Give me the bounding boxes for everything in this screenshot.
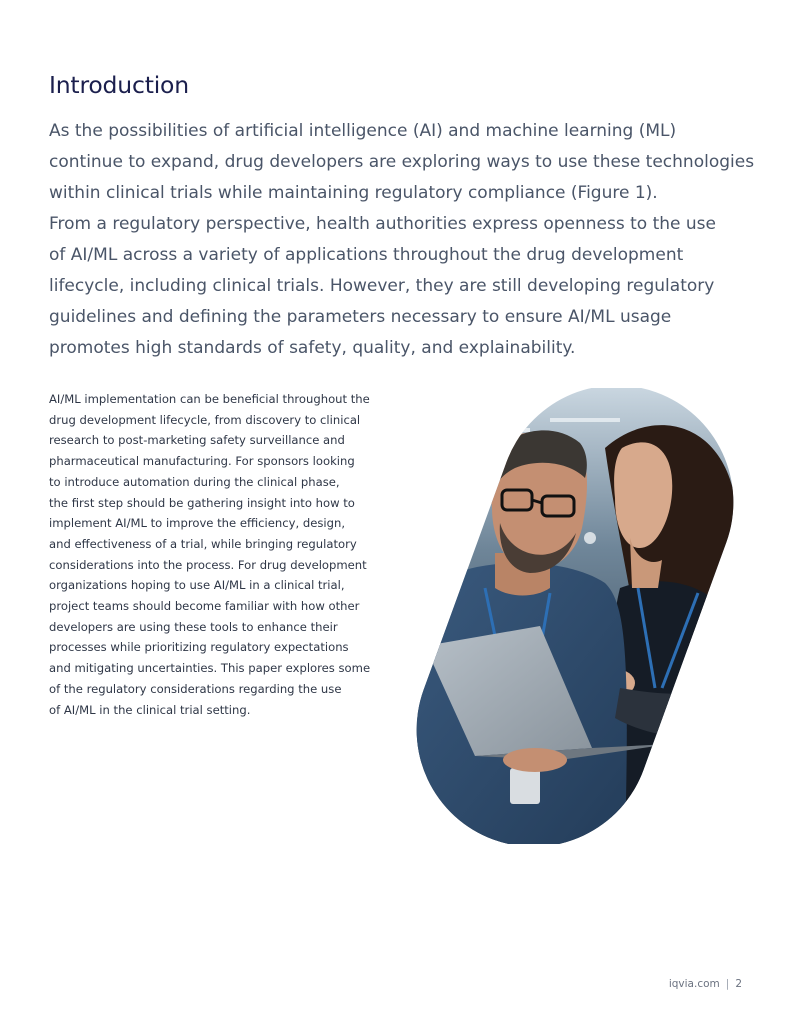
lead-line: promotes high standards of safety, quality, and explainability. — [49, 338, 576, 358]
lead-line: lifecycle, including clinical trials. However, they are still developing regulatory — [49, 276, 715, 296]
body-line: of the regulatory considerations regarding the use — [49, 681, 342, 696]
lead-line: within clinical trials while maintaining regulatory compliance (Figure 1). — [49, 183, 658, 203]
lead-line: guidelines and defining the parameters necessary to ensure AI/ML usage — [49, 307, 672, 327]
body-line: project teams should become familiar with how other — [49, 599, 360, 614]
lead-line: of AI/ML across a variety of applications throughout the drug development — [49, 245, 684, 265]
body-line: research to post-marketing safety surveillance and — [49, 433, 345, 448]
body-line: pharmaceutical manufacturing. For sponsors looking — [49, 454, 355, 469]
body-line: developers are using these tools to enhance their — [49, 619, 338, 634]
page-title: Introduction — [49, 71, 189, 99]
body-line: AI/ML implementation can be beneficial throughout the — [49, 392, 370, 406]
body-paragraph — [49, 389, 370, 720]
body-line: implement AI/ML to improve the efficiency, design, — [49, 516, 346, 531]
body-line: of AI/ML in the clinical trial setting. — [49, 702, 251, 717]
page-footer — [669, 978, 742, 990]
lead-line: continue to expand, drug developers are exploring ways to use these technologies — [49, 152, 755, 172]
body-line: organizations hoping to use AI/ML in a clinical trial, — [49, 578, 345, 593]
body-line: considerations into the process. For drug development — [49, 557, 367, 572]
body-line: and mitigating uncertainties. This paper explores some — [49, 661, 371, 676]
body-line: to introduce automation during the clinical phase, — [49, 474, 340, 489]
footer-separator: | — [725, 978, 730, 990]
professionals-laptop-photo — [400, 388, 750, 844]
lead-line: As the possibilities of artificial intelligence (AI) and machine learning (ML) — [49, 121, 677, 141]
intro-lead-paragraph — [49, 116, 754, 364]
page-number: 2 — [735, 978, 742, 990]
body-line: the first step should be gathering insight into how to — [49, 495, 355, 510]
body-line: and effectiveness of a trial, while bringing regulatory — [49, 536, 357, 551]
lead-line: From a regulatory perspective, health authorities express openness to the use — [49, 214, 716, 234]
body-line: processes while prioritizing regulatory expectations — [49, 640, 349, 655]
body-line: drug development lifecycle, from discovery to clinical — [49, 412, 361, 427]
footer-site-link[interactable]: iqvia.com — [668, 978, 720, 990]
